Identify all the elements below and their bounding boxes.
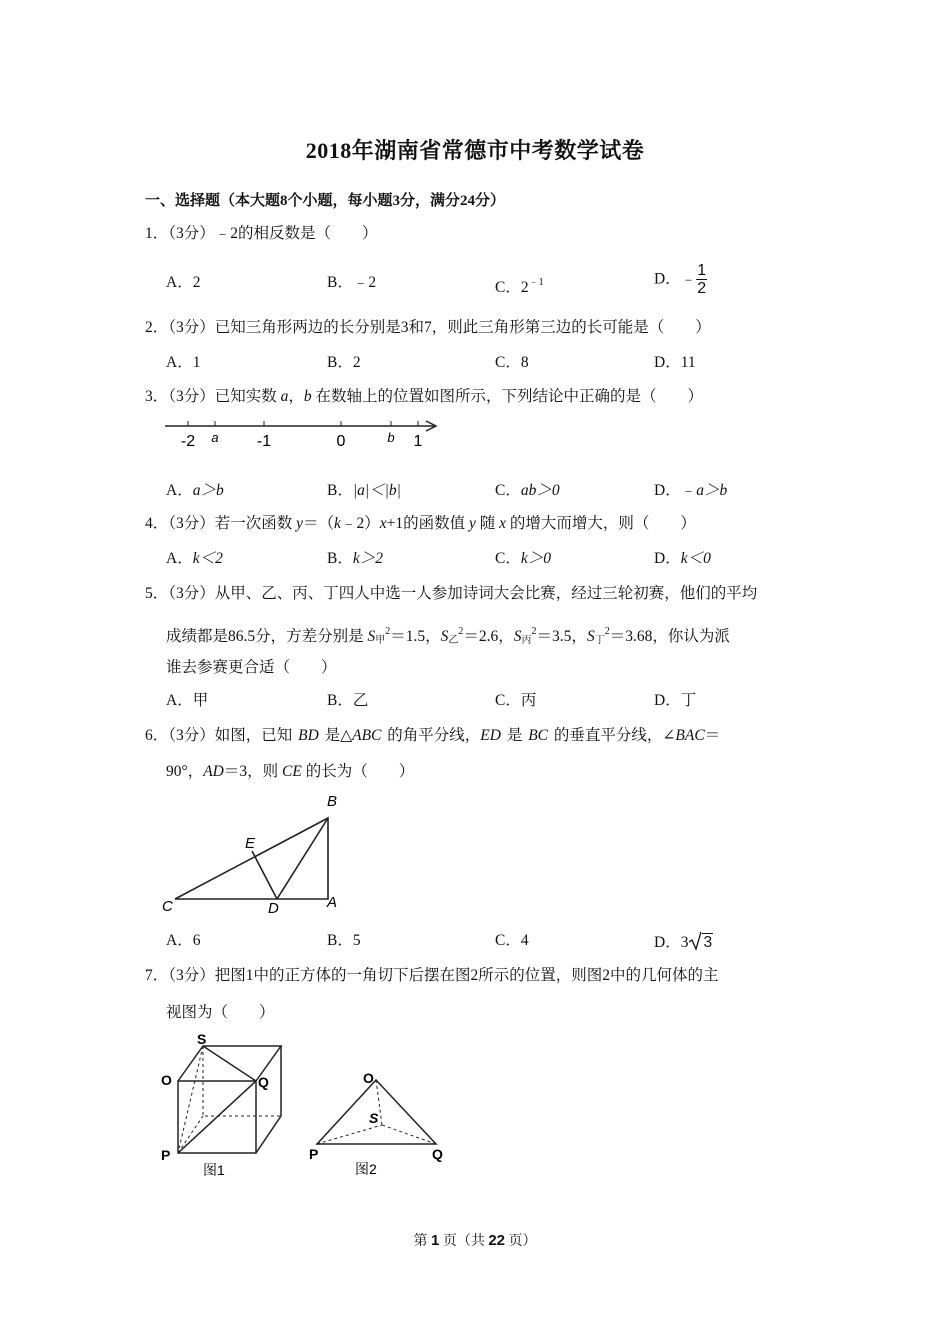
q2-option-c: C．8	[495, 354, 529, 371]
radical-icon	[688, 931, 702, 951]
question-5: 5．（3分）从甲、乙、丙、丁四人中选一人参加诗词大会比赛，经过三轮初赛，他们的平均	[145, 585, 758, 602]
q3-option-a: A．a＞b	[166, 482, 224, 499]
question-6-line-2: 90°，AD＝3，则 CE 的长为（ ）	[166, 763, 415, 780]
q1-option-c: C．$2^{﹣1}$	[495, 277, 544, 296]
q3-option-d: D．﹣a＞b	[654, 482, 728, 499]
label-0: 0	[336, 433, 346, 450]
fig2-label-O: O	[363, 1070, 374, 1086]
sqrt-symbol: 3	[688, 931, 713, 953]
fig2-label-S: S	[369, 1110, 379, 1126]
q1-option-b: B．﹣2	[327, 274, 377, 291]
q1-option-d: D．﹣ $\frac{1}{2}$	[654, 262, 707, 297]
question-3: 3．（3分）已知实数 a，b 在数轴上的位置如图所示，下列结论中正确的是（ ）	[145, 388, 704, 405]
q6-option-d: D．3 3	[654, 931, 713, 953]
section-heading: 一、选择题（本大题8个小题，每小题3分，满分24分）	[145, 193, 506, 209]
label-a: a	[211, 430, 219, 445]
q3-option-c: C．ab＞0	[495, 482, 560, 499]
q5-option-b: B．乙	[327, 692, 369, 709]
fig1-label-S: S	[197, 1031, 207, 1047]
triangle-abc	[175, 818, 328, 899]
question-4: 4．（3分）若一次函数 y＝（k﹣2）x+1的函数值 y 随 x 的增大而增大，则（ ）	[145, 515, 696, 532]
label-neg1: -1	[256, 433, 272, 450]
triangle-figure	[155, 788, 355, 918]
segment-ed	[252, 851, 277, 899]
q6-option-b: B．5	[327, 932, 361, 949]
question-7: 7．（3分）把图1中的正方体的一角切下后摆在图2所示的位置，则图2中的几何体的主	[145, 967, 719, 984]
number-line	[160, 412, 450, 452]
fraction: $\frac{1}{2}$	[697, 262, 707, 297]
q5-option-a: A．甲	[166, 692, 209, 709]
q4-option-c: C．k＞0	[495, 550, 551, 567]
fig2-label-P: P	[309, 1146, 319, 1162]
q6-option-a: A．6	[166, 932, 201, 949]
fig2-caption: 图2	[355, 1161, 377, 1177]
page-footer: 第 1 页（共 22 页）	[413, 1232, 537, 1249]
segment-bd	[277, 818, 328, 899]
question-6: 6．（3分）如图，已知 BD 是△ABC 的角平分线，ED 是 BC 的垂直平分线，∠BAC＝	[145, 727, 721, 744]
fig1-label-O: O	[161, 1072, 172, 1088]
q3-option-b: B．|a|＜|b|	[327, 482, 401, 499]
figure-1-cube	[161, 1031, 281, 1178]
q1-option-a: A．2	[166, 274, 201, 291]
question-7-line-2: 视图为（ ）	[166, 1004, 275, 1021]
figure-2-tetrahedron	[309, 1070, 443, 1177]
label-A: A	[327, 894, 338, 911]
fig1-label-P: P	[161, 1147, 171, 1163]
label-b: b	[387, 430, 395, 445]
page-title: 2018年湖南省常德市中考数学试卷	[305, 138, 645, 163]
fig1-label-Q: Q	[258, 1074, 269, 1090]
label-1: 1	[413, 433, 423, 450]
cube-figures	[155, 1028, 465, 1188]
q5-option-c: C．丙	[495, 692, 537, 709]
q2-option-d: D．11	[654, 354, 696, 371]
label-C: C	[162, 898, 173, 915]
fig1-caption: 图1	[203, 1162, 225, 1178]
q4-option-d: D．k＜0	[654, 550, 711, 567]
label-B: B	[327, 793, 338, 810]
q2-option-a: A．1	[166, 354, 201, 371]
q4-option-b: B．k＞2	[327, 550, 383, 567]
question-1: 1．（3分）﹣2的相反数是（ ）	[145, 225, 378, 242]
q4-option-a: A．k＜2	[166, 550, 223, 567]
question-2: 2．（3分）已知三角形两边的长分别是3和7，则此三角形第三边的长可能是（ ）	[145, 319, 711, 336]
fig2-label-Q: Q	[432, 1146, 443, 1162]
label-neg2: -2	[180, 433, 196, 450]
question-5-line-3: 谁去参赛更合适（ ）	[166, 659, 337, 676]
q2-option-b: B．2	[327, 354, 361, 371]
question-5-line-2: 成绩都是86.5分，方差分别是 $S_甲^2=1.5$，$S_乙^2=2.6$，$S_丙^2=3.5$，$S_丁^2=3.68$，你认为派	[166, 626, 730, 646]
q6-option-c: C．4	[495, 932, 529, 949]
q5-option-d: D．丁	[654, 692, 697, 709]
label-E: E	[245, 835, 256, 852]
label-D: D	[268, 900, 279, 917]
